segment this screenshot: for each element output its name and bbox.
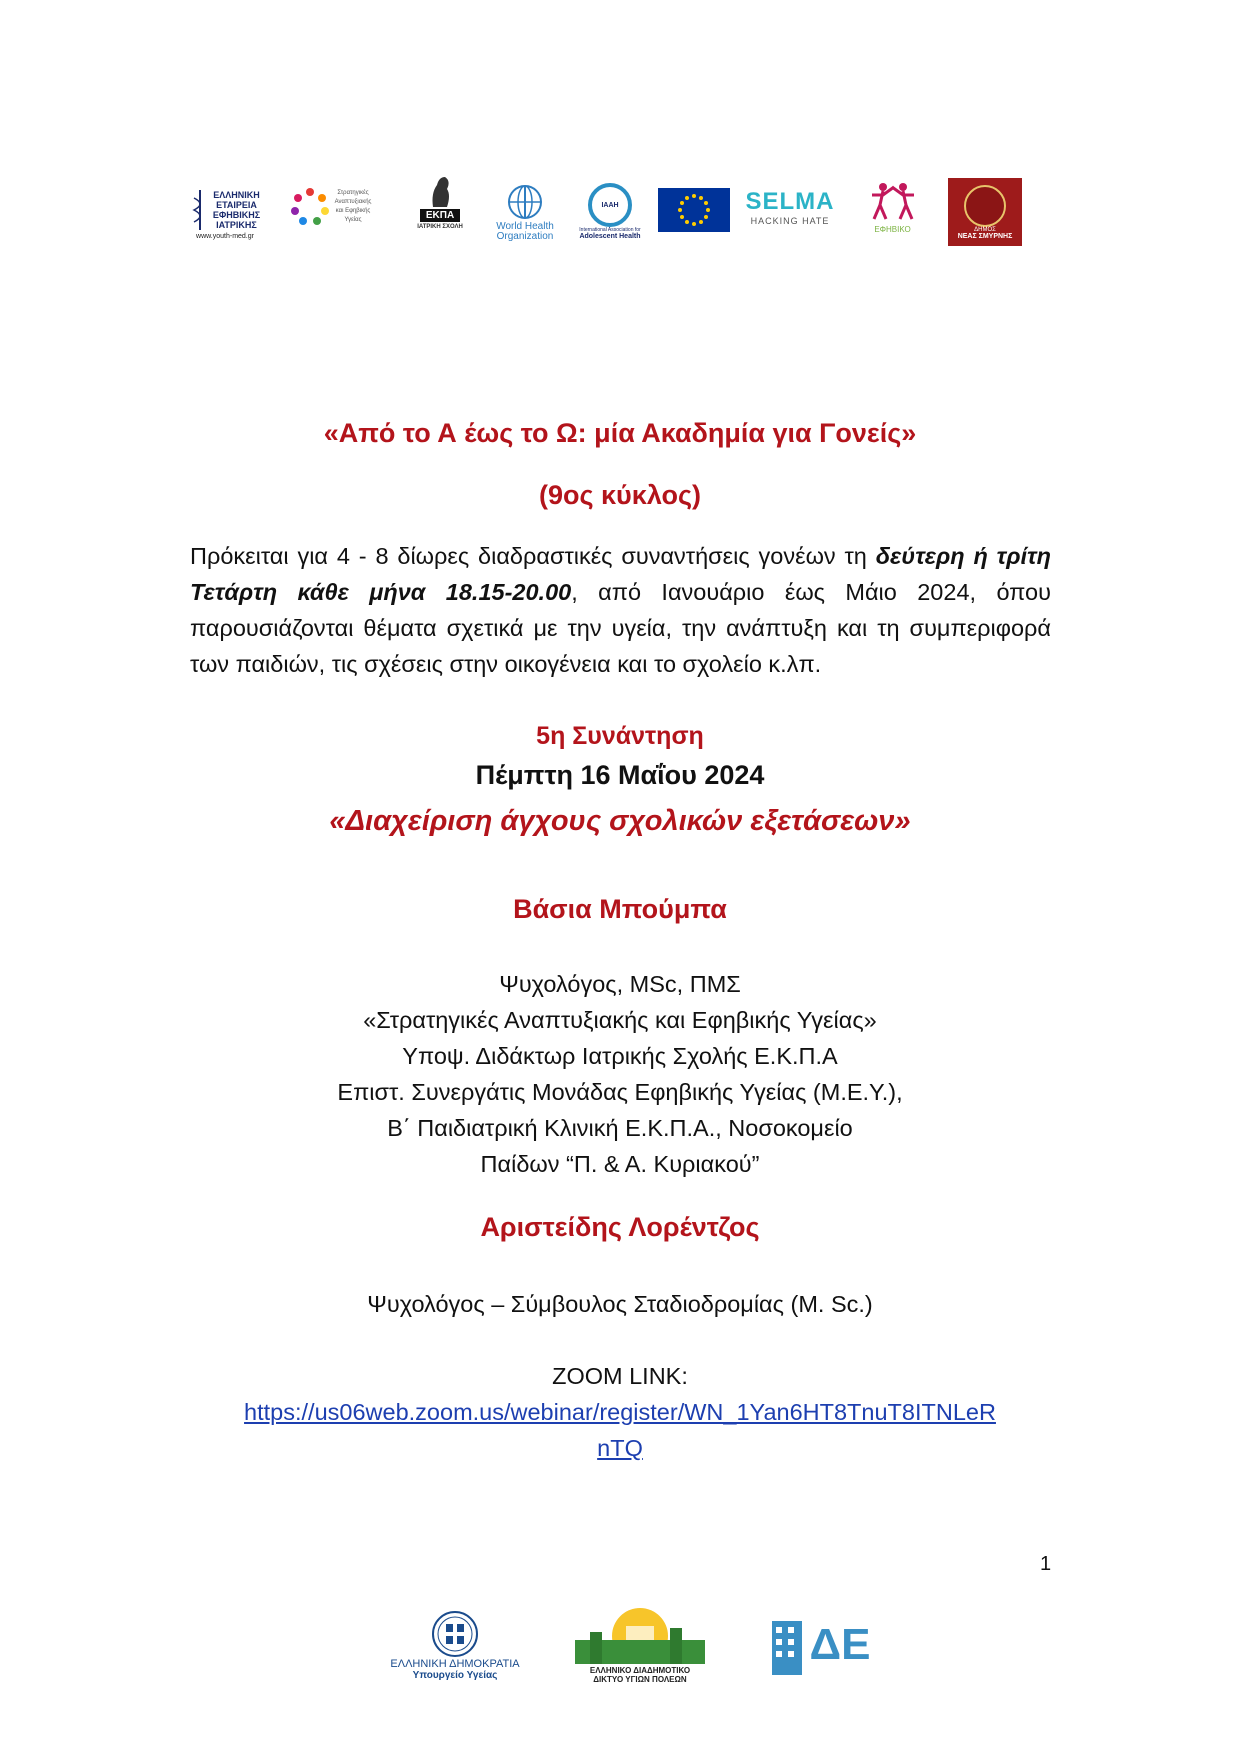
people-ring-icon	[289, 186, 331, 228]
dimos-line: ΝΕΑΣ ΣΜΥΡΝΗΣ	[957, 232, 1013, 240]
strategies-line: και Εφηβικής	[335, 208, 371, 214]
meeting-date: Πέμπτη 16 Μαΐου 2024	[475, 760, 765, 790]
yme-logo	[180, 180, 270, 250]
credential-line: Β΄ Παιδιατρική Κλινική Ε.Κ.Π.Α., Νοσοκομείο	[387, 1115, 853, 1141]
yme-line: ΕΦΗΒΙΚΗΣ	[212, 210, 261, 220]
athena-head-icon	[425, 173, 455, 209]
strategies-line: Αναπτυξιακής	[334, 199, 372, 205]
selma-name: SELMA	[745, 188, 835, 215]
yme-line: ΙΑΤΡΙΚΗΣ	[216, 220, 257, 230]
intro-schedule: δεύτερη ή τρίτη Τετάρτη κάθε μήνα 18.15-20.00	[190, 543, 1052, 605]
event-cycle: (9ος κύκλος)	[538, 480, 702, 510]
intro-text: , από Ιανουάριο έως Μάιο 2024, όπου παρουσιάζονται θέματα σχετικά με την υγεία, την ανάπτυξη και τη συμπεριφορά των παιδιών, τις σχέσεις στην οικογένεια και το σχολείο κ.λπ.	[190, 579, 1051, 677]
seal-icon	[964, 185, 1006, 227]
speaker-credentials	[190, 1286, 1050, 1322]
selma-tagline: HACKING HATE	[750, 216, 830, 226]
who-logo	[485, 177, 565, 247]
network-line: ΔΙΚΤΥΟ ΥΓΙΩΝ ΠΟΛΕΩΝ	[593, 1675, 687, 1684]
zoom-link-line[interactable]: nTQ	[597, 1435, 643, 1461]
efiviko-logo	[845, 172, 940, 242]
greek-emblem-icon	[430, 1610, 480, 1658]
zoom-label: ZOOM LINK:	[552, 1363, 688, 1389]
speaker-name: Βάσια Μπούμπα	[513, 894, 727, 924]
caduceus-icon	[190, 188, 210, 232]
jumping-people-icon	[868, 181, 918, 225]
credential-line: Υποψ. Διδάκτωρ Ιατρικής Σχολής Ε.Κ.Π.Α	[402, 1043, 838, 1069]
yme-url: www.youth-med.gr	[196, 233, 254, 240]
strategies-line: Στρατηγικές	[337, 190, 369, 196]
globe-icon	[505, 182, 545, 222]
city-skyline-icon	[570, 1606, 710, 1666]
iaah-line: Adolescent Health	[579, 233, 641, 240]
yme-line: ΕΤΑΙΡΕΙΑ	[216, 200, 257, 210]
dimos-line: ΔΗΜΟΣ	[974, 226, 996, 233]
ekpa-logo	[410, 167, 470, 237]
network-line: ΕΛΛΗΝΙΚΟ ΔΙΑΔΗΜΟΤΙΚΟ	[589, 1666, 691, 1675]
zoom-link[interactable]	[190, 1394, 1050, 1466]
strategies-line: Υγείας	[344, 217, 362, 223]
meeting-number: 5η Συνάντηση	[536, 722, 704, 750]
hellenic-republic-logo	[380, 1600, 530, 1690]
greece-line: Υπουργείο Υγείας	[412, 1669, 498, 1681]
credential-line: «Στρατηγικές Αναπτυξιακής και Εφηβικής Υγείας»	[363, 1007, 877, 1033]
zoom-section	[190, 1358, 1050, 1466]
eu-stars-icon	[658, 188, 730, 232]
iaah-badge: IAAH	[588, 183, 632, 227]
credential-line: Παίδων “Π. & Α. Κυριακού”	[480, 1151, 760, 1177]
speaker-name: Αριστείδης Λορέντζος	[480, 1212, 760, 1242]
healthy-cities-network-logo	[570, 1600, 710, 1690]
zoom-link-line[interactable]: https://us06web.zoom.us/webinar/register/WN_1Yan6HT8TnuT8ITNLeR	[244, 1399, 996, 1425]
meeting-topic: «Διαχείριση άγχους σχολικών εξετάσεων»	[329, 805, 911, 837]
credential-line: Ψυχολόγος, MSc, ΠΜΣ	[499, 971, 741, 997]
ade-label: ΔΕ	[809, 1620, 871, 1669]
strategies-logo	[285, 172, 375, 242]
intro-text: Πρόκειται για 4 - 8 δίωρες διαδραστικές συναντήσεις γονέων τη	[190, 543, 876, 569]
intro-paragraph	[190, 538, 1051, 682]
iaah-line: International Association for	[579, 227, 641, 233]
credential-line: Επιστ. Συνεργάτις Μονάδας Εφηβικής Υγείας (Μ.Ε.Υ.),	[337, 1079, 903, 1105]
ade-logo	[760, 1600, 880, 1690]
ekpa-label: ΕΚΠΑ	[420, 209, 460, 222]
partner-logos-bottom	[380, 1600, 900, 1700]
page-number: 1	[1040, 1553, 1052, 1575]
selma-logo	[745, 172, 835, 242]
event-title: «Από το Α έως το Ω: μία Ακαδημία για Γονείς»	[323, 418, 917, 448]
yme-line: ΕΛΛΗΝΙΚΗ	[213, 190, 260, 200]
credential-line: Ψυχολόγος – Σύμβουλος Σταδιοδρομίας (M. Sc.)	[367, 1291, 873, 1317]
greece-line: ΕΛΛΗΝΙΚΗ ΔΗΜΟΚΡΑΤΙΑ	[390, 1657, 520, 1670]
speaker-credentials	[190, 966, 1050, 1182]
eu-flag-logo	[658, 188, 730, 232]
dimos-nea-smyrni-logo	[948, 178, 1022, 246]
ekpa-sub: ΙΑΤΡΙΚΗ ΣΧΟΛΗ	[417, 223, 463, 230]
partner-logos-top	[180, 172, 1060, 272]
efiviko-label: ΕΦΗΒΙΚΟ	[874, 224, 911, 234]
who-line: World Health	[496, 221, 554, 232]
building-icon	[770, 1615, 806, 1675]
who-line: Organization	[496, 231, 554, 242]
iaah-logo	[570, 177, 650, 247]
